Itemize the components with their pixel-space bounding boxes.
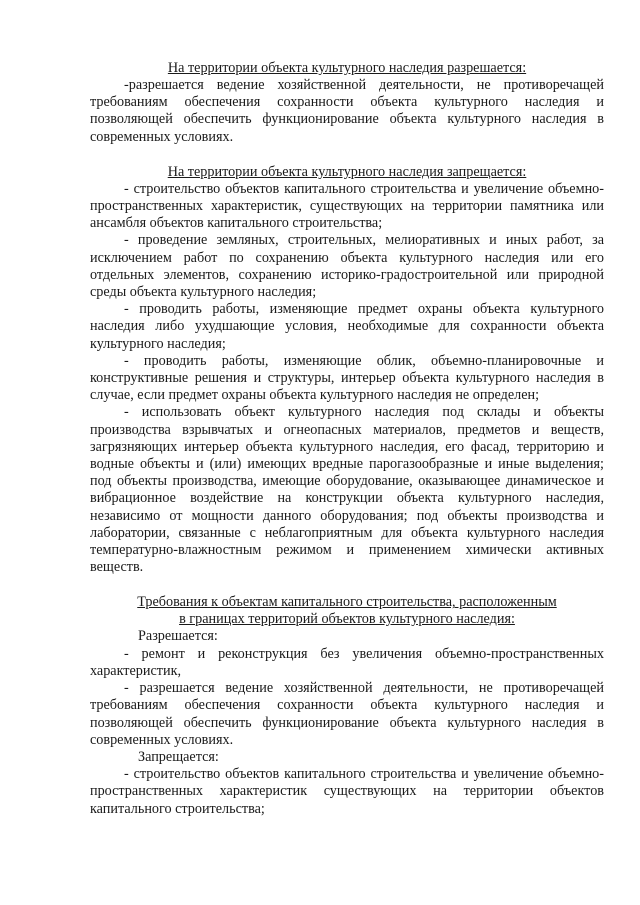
paragraph: - строительство объектов капитального строительства и увеличение объемно-пространственных характеристик существующих на территории объектов капитального строительства;	[90, 766, 604, 817]
paragraph: - разрешается ведение хозяйственной деятельности, не противоречащей требованиям обеспечения сохранности объекта культурного наследия и позволяющей обеспечить функционирование объекта культурного наследия в современных условиях.	[90, 680, 604, 748]
section-heading-forbidden: На территории объекта культурного наследия запрещается:	[167, 163, 527, 180]
paragraph: - проводить работы, изменяющие облик, объемно-планировочные и конструктивные решения и структуры, интерьер объекта культурного наследия в случае, если предмет охраны объекта культурного наследия не определен;	[90, 352, 604, 404]
paragraph: - строительство объектов капитального строительства и увеличение объемно-пространственных характеристик, существующих на территории памятника или ансамбля объектов капитального строительства;	[90, 180, 604, 232]
paragraph: - использовать объект культурного наследия под склады и объекты производства взрывчатых и огнеопасных материалов, предметов и веществ, загрязняющих интерьер объекта культурного наследия, его фасад, территорию и водные объекты и (или) имеющих вредные парогазообразные и иные выделения; под объекты производства, имеющие оборудование, оказывающее динамическое и вибрационное воздействие на конструкции объекта культурного наследия, независимо от мощности данного оборудования; под объекты производства и лаборатории, связанные с неблагоприятным для объекта культурного наследия температурно-влажностным режимом и применением химически активных веществ.	[90, 404, 604, 576]
forbidden-label: Запрещается:	[138, 748, 219, 765]
section-heading-requirements-line1: Требования к объектам капитального строительства, расположенным	[137, 594, 557, 611]
allowed-label: Разрешается:	[138, 628, 218, 645]
paragraph: -разрешается ведение хозяйственной деятельности, не противоречащей требованиям обеспечения сохранности объекта культурного наследия и позволяющей обеспечить функционирование объекта культурного наследия в современных условиях.	[90, 77, 604, 145]
section-heading-allowed: На территории объекта культурного наследия разрешается:	[167, 60, 527, 76]
paragraph: - проводить работы, изменяющие предмет охраны объекта культурного наследия либо ухудшающие условия, необходимые для сохранности объекта культурного наследия;	[90, 301, 604, 352]
section-heading-requirements-line2: в границах территорий объектов культурного наследия:	[179, 611, 515, 628]
paragraph: - ремонт и реконструкция без увеличения объемно-пространственных характеристик,	[90, 645, 604, 679]
paragraph: - проведение земляных, строительных, мелиоративных и иных работ, за исключением работ по сохранению объекта культурного наследия или его отдельных элементов, сохранению историко-градостроительной или природной среды объекта культурного наследия;	[90, 232, 604, 301]
